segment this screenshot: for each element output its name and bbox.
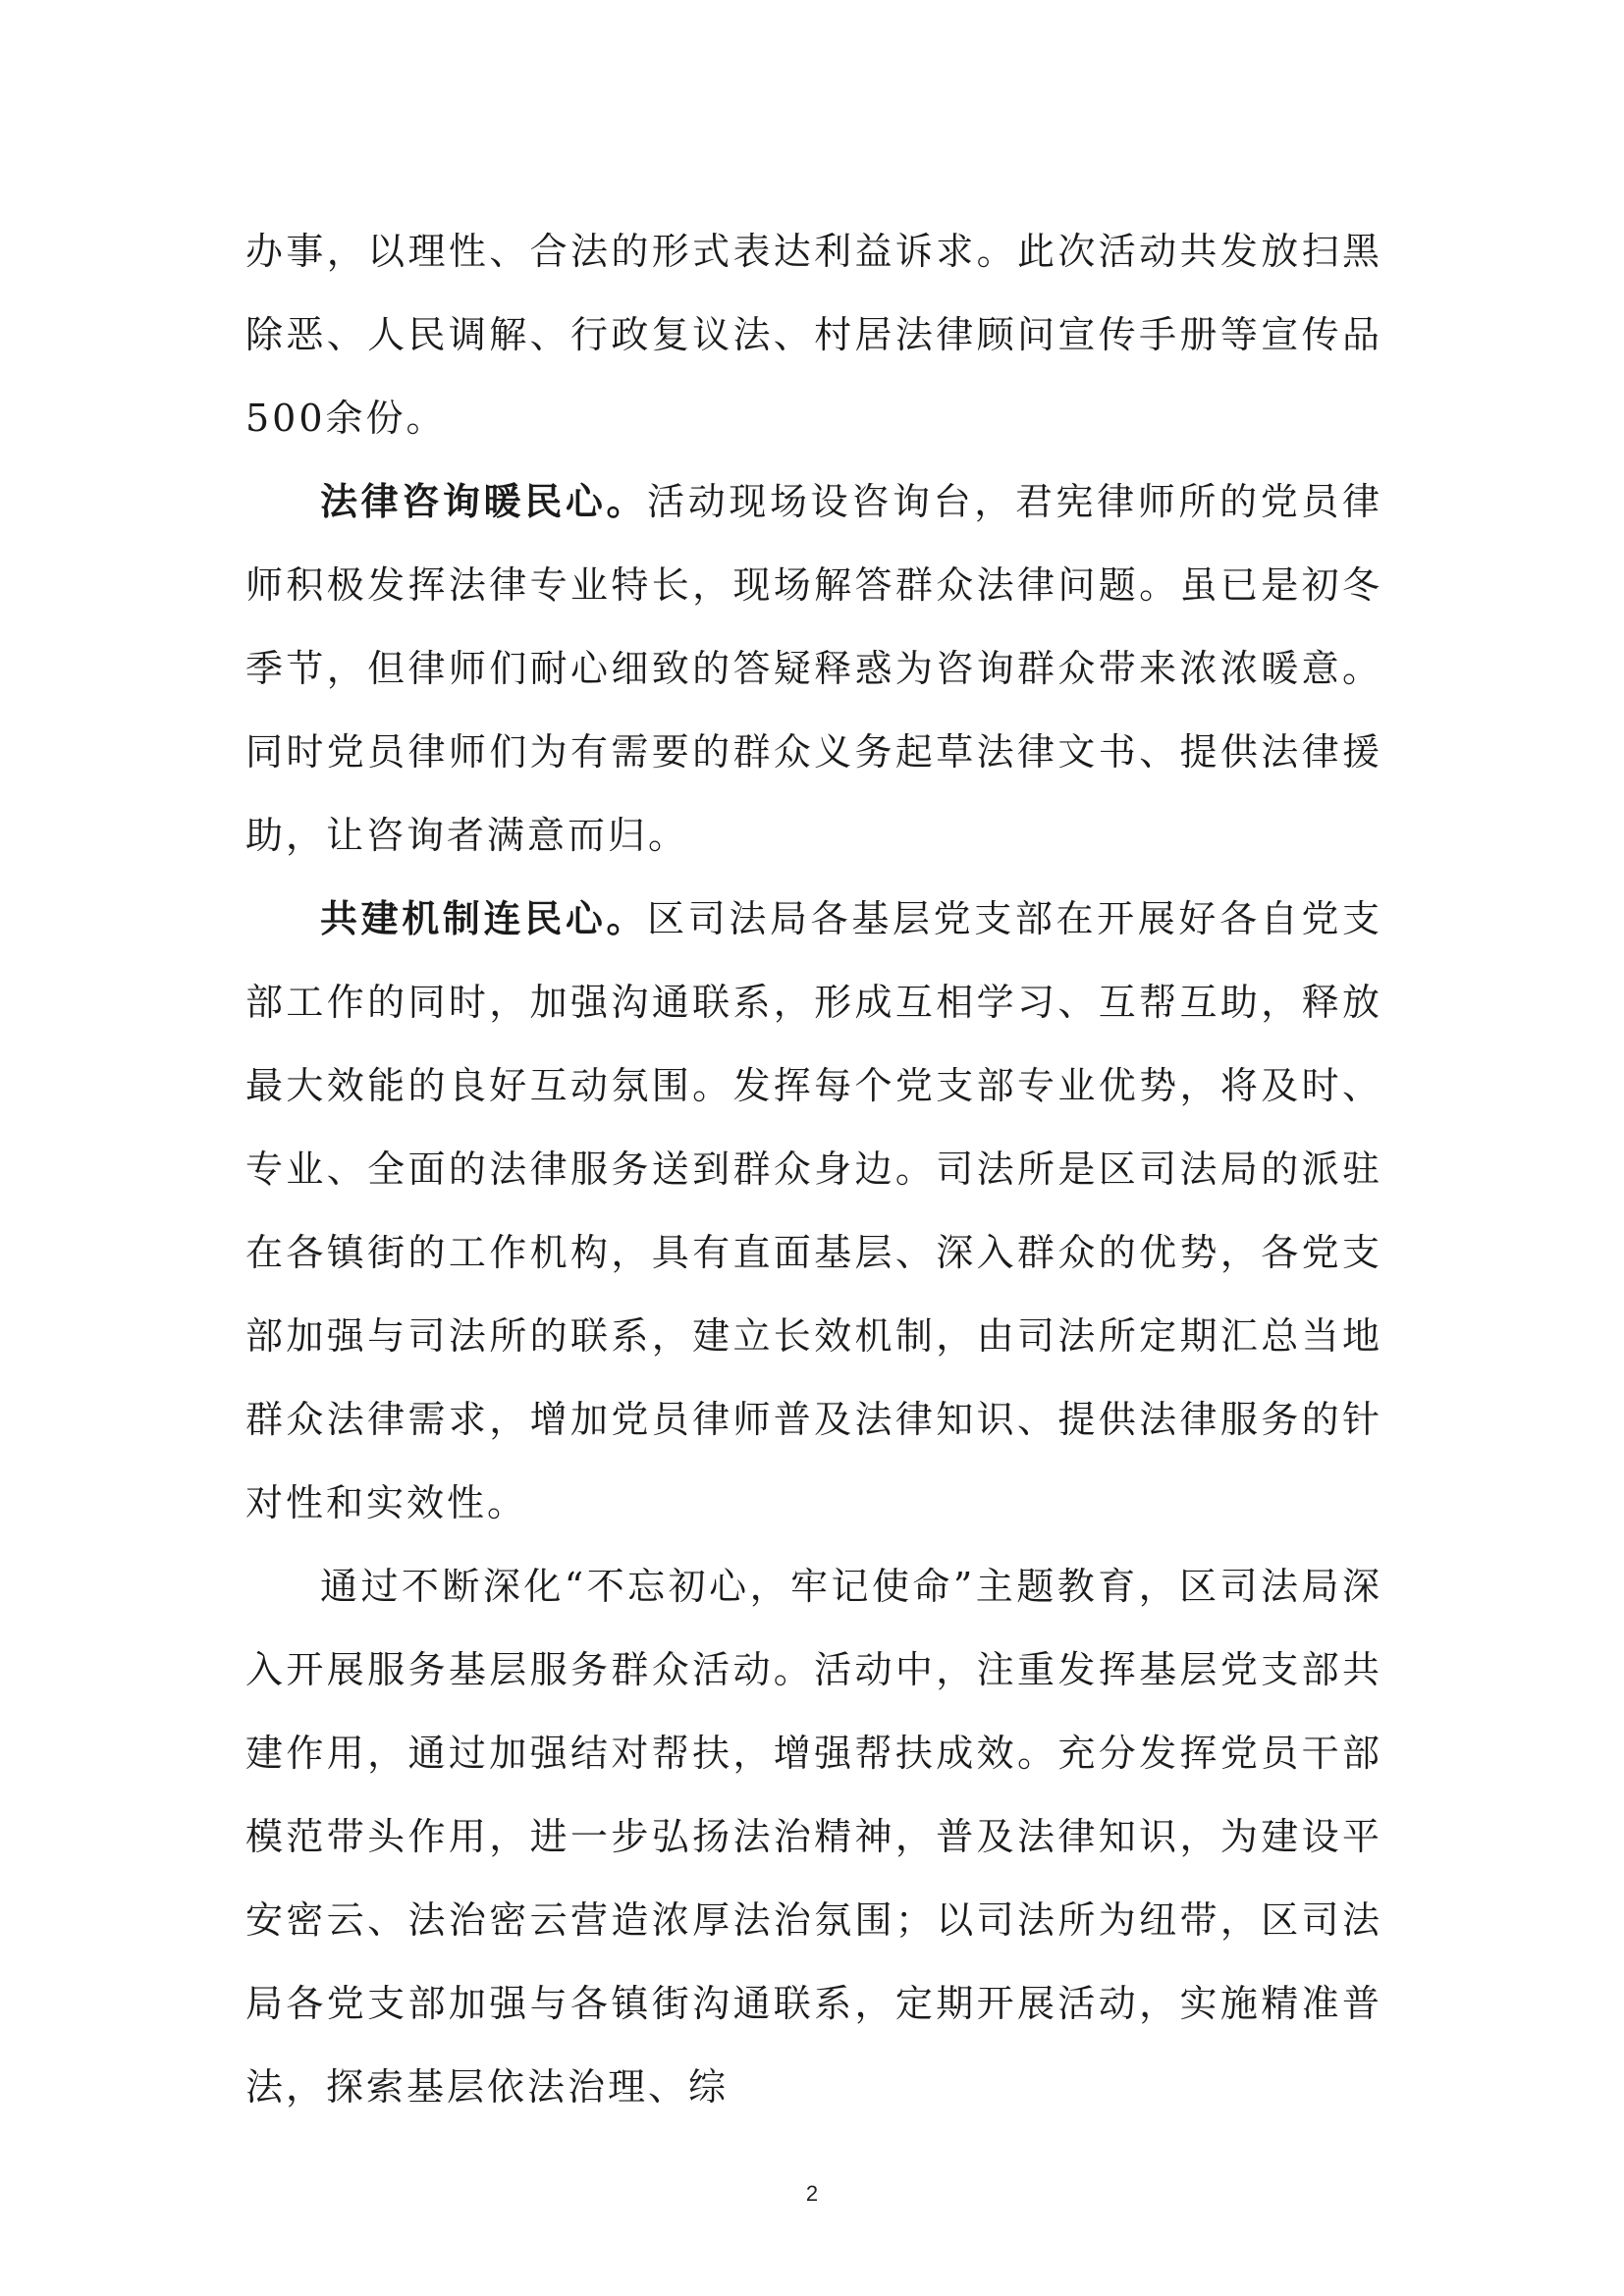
- paragraph-text: 区司法局各基层党支部在开展好各自党支部工作的同时，加强沟通联系，形成互相学习、互帮互助，释放最大效能的良好互动氛围。发挥每个党支部专业优势，将及时、专业、全面的法律服务送到群众身边。司法所是区司法局的派驻在各镇街的工作机构，具有直面基层、深入群众的优势，各党支部加强与司法所的联系，建立长效机制，由司法所定期汇总当地群众法律需求，增加党员律师普及法律知识、提供法律服务的针对性和实效性。: [245, 897, 1382, 1524]
- paragraph-text: 办事，以理性、合法的形式表达利益诉求。此次活动共发放扫黑除恶、人民调解、行政复议法、村居法律顾问宣传手册等宣传品500余份。: [245, 230, 1382, 440]
- paragraph-continued: [245, 210, 1382, 460]
- page-number: 2: [805, 2181, 819, 2206]
- paragraph-summary: [245, 1545, 1382, 2129]
- paragraph-lead-heading: 共建机制连民心。: [320, 897, 648, 940]
- paragraph-legal-consultation: [245, 460, 1382, 878]
- paragraph-lead-heading: 法律咨询暖民心。: [320, 480, 648, 523]
- paragraph-text: 通过不断深化“不忘初心，牢记使命”主题教育，区司法局深入开展服务基层服务群众活动。活动中，注重发挥基层党支部共建作用，通过加强结对帮扶，增强帮扶成效。充分发挥党员干部模范带头作用，进一步弘扬法治精神，普及法律知识，为建设平安密云、法治密云营造浓厚法治氛围；以司法所为纽带，区司法局各党支部加强与各镇街沟通联系，定期开展活动，实施精准普法，探索基层依法治理、综: [245, 1565, 1382, 2109]
- body-text: [245, 210, 1382, 2129]
- paragraph-text: 活动现场设咨询台，君宪律师所的党员律师积极发挥法律专业特长，现场解答群众法律问题。虽已是初冬季节，但律师们耐心细致的答疑释惑为咨询群众带来浓浓暖意。同时党员律师们为有需要的群众义务起草法律文书、提供法律援助，让咨询者满意而归。: [245, 480, 1382, 857]
- paragraph-joint-mechanism: [245, 878, 1382, 1545]
